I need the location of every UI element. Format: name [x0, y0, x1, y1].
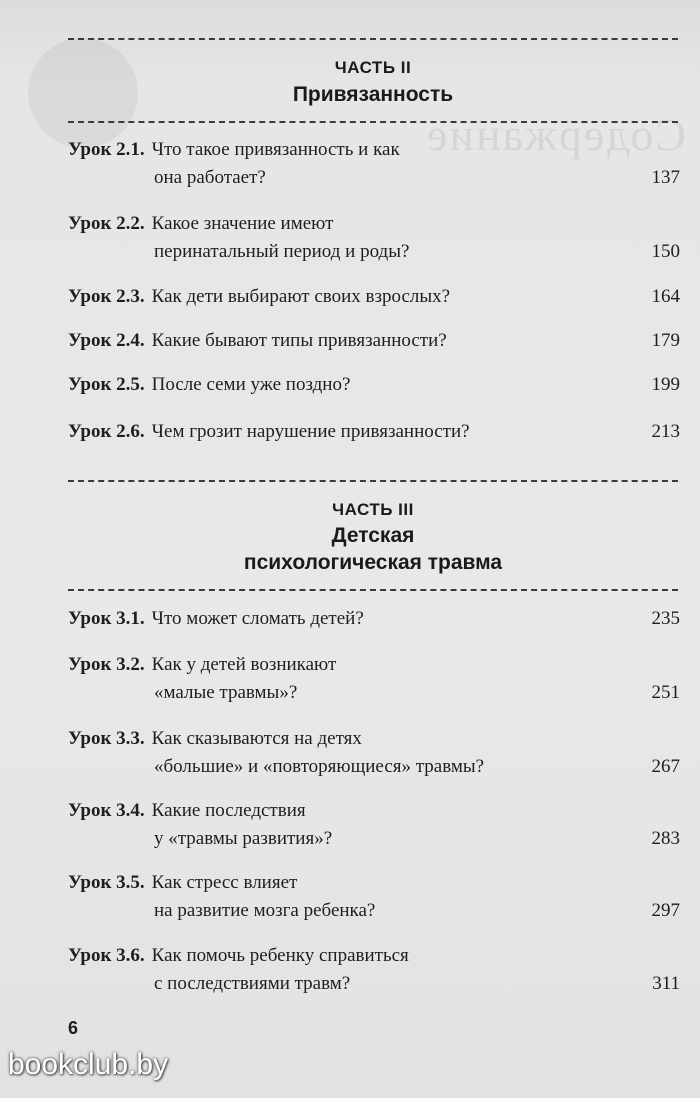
lesson-number: Урок 2.2.: [68, 213, 145, 234]
lesson-number: Урок 2.3.: [68, 286, 145, 307]
dashed-divider: [68, 38, 678, 40]
page-number: 179: [651, 330, 680, 351]
bleed-through-heading: Содержание: [424, 109, 686, 160]
toc-entry-3-1[interactable]: [68, 605, 680, 633]
toc-entry-2-3[interactable]: [68, 283, 680, 311]
lesson-title: Что такое привязанность и как: [151, 139, 400, 160]
lesson-number: Урок 3.5.: [68, 872, 145, 893]
lesson-number: Урок 2.5.: [68, 374, 145, 395]
lesson-title-cont: она работает?: [154, 167, 266, 188]
toc-entry-3-2[interactable]: [68, 651, 680, 707]
lesson-title: Какие последствия: [151, 800, 306, 821]
lesson-title: Какое значение имеют: [151, 213, 334, 234]
toc-entry-2-6[interactable]: [68, 418, 680, 446]
lesson-title-cont: «малые травмы»?: [154, 682, 298, 703]
part-3-title-line2: психологическая травма: [243, 551, 503, 574]
lesson-title: Как стресс влияет: [151, 872, 298, 893]
page-number: 235: [651, 608, 680, 629]
part-3-label: ЧАСТЬ III: [332, 500, 414, 519]
dashed-divider: [68, 121, 678, 123]
toc-entry-2-2[interactable]: [68, 210, 680, 266]
lesson-number: Урок 3.3.: [68, 728, 145, 749]
page-number: 311: [652, 973, 680, 994]
part-2-title: Привязанность: [292, 83, 454, 106]
lesson-number: Урок 2.1.: [68, 139, 145, 160]
page-number: 164: [651, 286, 680, 307]
page-number: 199: [651, 374, 680, 395]
lesson-number: Урок 3.1.: [68, 608, 145, 629]
part-2-label: ЧАСТЬ II: [334, 58, 412, 77]
dashed-divider: [68, 589, 678, 591]
lesson-number: Урок 3.2.: [68, 654, 145, 675]
toc-entry-2-4[interactable]: [68, 327, 680, 355]
page-number: 267: [651, 756, 680, 777]
lesson-title: Как помочь ребенку справиться: [151, 945, 409, 966]
lesson-title: Как дети выбирают своих взрослых?: [151, 286, 451, 307]
toc-entry-3-3[interactable]: [68, 725, 680, 781]
dashed-divider: [68, 480, 678, 482]
lesson-title: Как сказываются на детях: [151, 728, 362, 749]
page-number: 283: [651, 828, 680, 849]
lesson-title: Какие бывают типы привязанности?: [151, 330, 447, 351]
lesson-number: Урок 2.6.: [68, 421, 145, 442]
page-number: 150: [651, 241, 680, 262]
lesson-number: Урок 3.4.: [68, 800, 145, 821]
page-number: 213: [651, 421, 680, 442]
page-footer-number: 6: [68, 1018, 79, 1038]
page-number: 297: [651, 900, 680, 921]
toc-entry-2-5[interactable]: [68, 371, 680, 399]
lesson-number: Урок 2.4.: [68, 330, 145, 351]
lesson-title: Как у детей возникают: [151, 654, 337, 675]
toc-entry-3-5[interactable]: [68, 869, 680, 925]
lesson-title: Что может сломать детей?: [151, 608, 364, 629]
lesson-title-cont: у «травмы развития»?: [154, 828, 333, 849]
lesson-title: Чем грозит нарушение привязанности?: [151, 421, 470, 442]
lesson-title-cont: «большие» и «повторяющиеся» травмы?: [154, 756, 485, 777]
lesson-title-cont: на развитие мозга ребенка?: [154, 900, 376, 921]
toc-entry-3-6[interactable]: [68, 942, 680, 998]
toc-entry-3-4[interactable]: [68, 797, 680, 853]
toc-entry-2-1[interactable]: [68, 136, 680, 192]
page-number: 137: [651, 167, 680, 188]
site-watermark: bookclub.by: [8, 1048, 169, 1081]
lesson-number: Урок 3.6.: [68, 945, 145, 966]
lesson-title-cont: с последствиями травм?: [154, 973, 351, 994]
lesson-title-cont: перинатальный период и роды?: [154, 241, 410, 262]
page-number: 251: [651, 682, 680, 703]
part-3-title-line1: Детская: [331, 524, 415, 547]
lesson-title: После семи уже поздно?: [151, 374, 351, 395]
